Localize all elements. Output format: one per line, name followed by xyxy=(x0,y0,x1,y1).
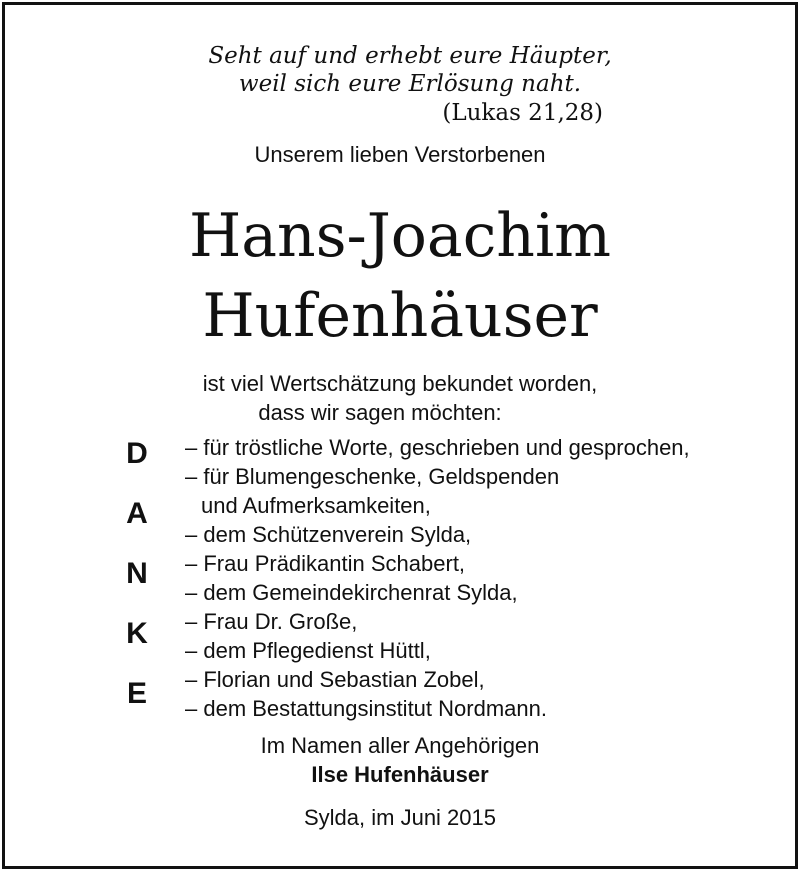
thanks-item-continuation: und Aufmerksamkeiten, xyxy=(201,493,431,518)
thanks-item: – Frau Prädikantin Schabert, xyxy=(185,551,466,576)
verse-source: (Lukas 21,28) xyxy=(442,100,603,126)
thanks-item: – dem Bestattungsinstitut Nordmann. xyxy=(185,696,547,721)
signer-name: Ilse Hufenhäuser xyxy=(311,762,489,787)
deceased-first-name: Hans-Joachim xyxy=(188,201,612,271)
place-date: Sylda, im Juni 2015 xyxy=(304,805,496,830)
lead-line-1: ist viel Wertschätzung bekundet worden, xyxy=(202,371,598,396)
lead-line-2: dass wir sagen möchten: xyxy=(258,400,502,425)
obituary-notice xyxy=(2,2,798,869)
deceased-last-name: Hufenhäuser xyxy=(202,281,598,351)
closing-line: Im Namen aller Angehörigen xyxy=(260,733,540,758)
thanks-item: – dem Schützenverein Sylda, xyxy=(185,522,472,547)
verse-line-2: weil sich eure Erlösung naht. xyxy=(238,71,582,97)
thanks-item: – dem Pflegedienst Hüttl, xyxy=(185,638,431,663)
intro-text: Unserem lieben Verstorbenen xyxy=(254,142,546,167)
danke-letter-e: E xyxy=(126,677,147,710)
danke-letter-d: D xyxy=(126,437,148,470)
danke-letter-a: A xyxy=(126,497,148,530)
thanks-item: – für Blumengeschenke, Geldspenden xyxy=(185,464,560,489)
thanks-item: – Florian und Sebastian Zobel, xyxy=(185,667,485,692)
danke-letter-k: K xyxy=(126,617,148,650)
verse-line-1: Seht auf und erhebt eure Häupter, xyxy=(208,43,612,69)
thanks-item: – für tröstliche Worte, geschrieben und gesprochen, xyxy=(185,435,690,460)
thanks-item: – Frau Dr. Große, xyxy=(185,609,358,634)
thanks-item: – dem Gemeindekirchenrat Sylda, xyxy=(185,580,518,605)
danke-letter-n: N xyxy=(126,557,148,590)
